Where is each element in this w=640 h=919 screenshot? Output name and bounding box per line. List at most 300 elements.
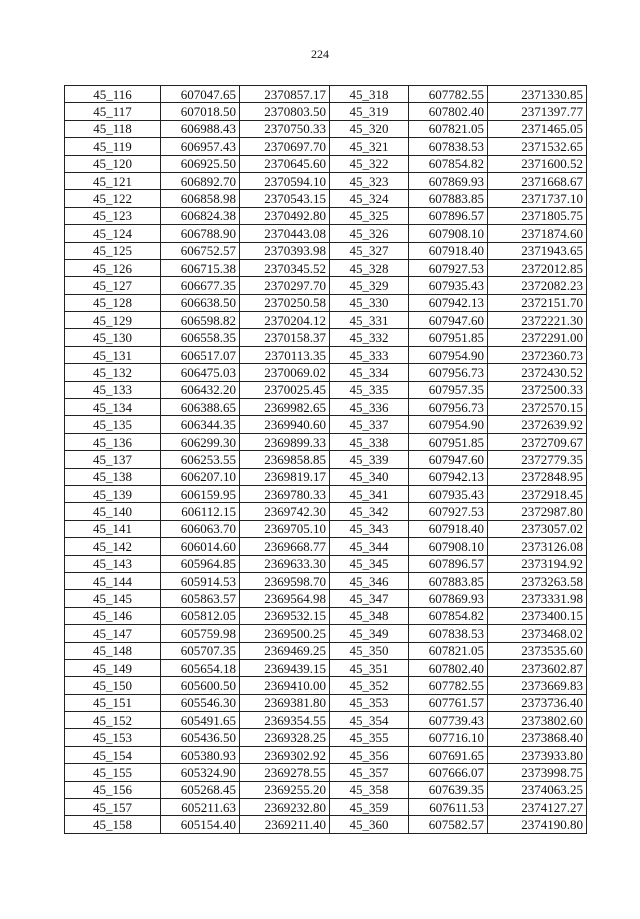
point-id-right-cell: 45_349: [330, 625, 409, 642]
y-coord-right-cell: 2371805.75: [488, 207, 587, 224]
point-id-right-cell: 45_338: [330, 433, 409, 450]
point-id-right-cell: 45_359: [330, 799, 409, 816]
x-coord-left-cell: 606638.50: [161, 294, 240, 311]
point-id-left-cell: 45_134: [65, 399, 161, 416]
point-id-left-cell: 45_145: [65, 590, 161, 607]
y-coord-right-cell: 2372151.70: [488, 294, 587, 311]
point-id-right-cell: 45_320: [330, 120, 409, 137]
x-coord-left-cell: 605964.85: [161, 555, 240, 572]
point-id-right-cell: 45_348: [330, 607, 409, 624]
y-coord-right-cell: 2372082.23: [488, 277, 587, 294]
x-coord-left-cell: 605546.30: [161, 694, 240, 711]
point-id-left-cell: 45_143: [65, 555, 161, 572]
point-id-left-cell: 45_139: [65, 485, 161, 502]
x-coord-left-cell: 606299.30: [161, 433, 240, 450]
coordinate-table: [64, 85, 587, 834]
x-coord-right-cell: 607927.53: [409, 259, 488, 276]
x-coord-right-cell: 607854.82: [409, 155, 488, 172]
x-coord-right-cell: 607896.57: [409, 555, 488, 572]
x-coord-right-cell: 607942.13: [409, 468, 488, 485]
x-coord-left-cell: 606598.82: [161, 312, 240, 329]
x-coord-left-cell: 606159.95: [161, 485, 240, 502]
x-coord-left-cell: 607047.65: [161, 86, 240, 103]
y-coord-left-cell: 2369564.98: [240, 590, 330, 607]
point-id-left-cell: 45_124: [65, 225, 161, 242]
y-coord-right-cell: 2372012.85: [488, 259, 587, 276]
y-coord-right-cell: 2373868.40: [488, 729, 587, 746]
x-coord-right-cell: 607838.53: [409, 138, 488, 155]
x-coord-left-cell: 606715.38: [161, 259, 240, 276]
table-row: [65, 503, 587, 520]
y-coord-left-cell: 2370594.10: [240, 172, 330, 189]
x-coord-left-cell: 605436.50: [161, 729, 240, 746]
x-coord-right-cell: 607883.85: [409, 190, 488, 207]
y-coord-left-cell: 2369232.80: [240, 799, 330, 816]
y-coord-right-cell: 2372779.35: [488, 451, 587, 468]
y-coord-right-cell: 2373998.75: [488, 764, 587, 781]
y-coord-right-cell: 2371668.67: [488, 172, 587, 189]
point-id-right-cell: 45_360: [330, 816, 409, 833]
y-coord-right-cell: 2374127.27: [488, 799, 587, 816]
x-coord-left-cell: 606677.35: [161, 277, 240, 294]
point-id-right-cell: 45_356: [330, 746, 409, 763]
x-coord-right-cell: 607947.60: [409, 451, 488, 468]
point-id-left-cell: 45_150: [65, 677, 161, 694]
y-coord-left-cell: 2370645.60: [240, 155, 330, 172]
point-id-left-cell: 45_123: [65, 207, 161, 224]
table-row: [65, 538, 587, 555]
y-coord-right-cell: 2372430.52: [488, 364, 587, 381]
x-coord-left-cell: 606858.98: [161, 190, 240, 207]
y-coord-left-cell: 2369532.15: [240, 607, 330, 624]
x-coord-left-cell: 605154.40: [161, 816, 240, 833]
y-coord-left-cell: 2370204.12: [240, 312, 330, 329]
x-coord-right-cell: 607691.65: [409, 746, 488, 763]
point-id-left-cell: 45_146: [65, 607, 161, 624]
y-coord-right-cell: 2371465.05: [488, 120, 587, 137]
y-coord-left-cell: 2369410.00: [240, 677, 330, 694]
y-coord-right-cell: 2374190.80: [488, 816, 587, 833]
page-number: 224: [311, 47, 329, 61]
point-id-left-cell: 45_122: [65, 190, 161, 207]
table-row: [65, 86, 587, 103]
y-coord-right-cell: 2373602.87: [488, 659, 587, 676]
y-coord-left-cell: 2370393.98: [240, 242, 330, 259]
point-id-right-cell: 45_329: [330, 277, 409, 294]
point-id-left-cell: 45_126: [65, 259, 161, 276]
point-id-left-cell: 45_119: [65, 138, 161, 155]
table-row: [65, 712, 587, 729]
y-coord-left-cell: 2369211.40: [240, 816, 330, 833]
point-id-right-cell: 45_342: [330, 503, 409, 520]
point-id-left-cell: 45_137: [65, 451, 161, 468]
x-coord-right-cell: 607956.73: [409, 399, 488, 416]
y-coord-left-cell: 2369328.25: [240, 729, 330, 746]
point-id-left-cell: 45_157: [65, 799, 161, 816]
x-coord-right-cell: 607716.10: [409, 729, 488, 746]
x-coord-right-cell: 607883.85: [409, 572, 488, 589]
y-coord-right-cell: 2373057.02: [488, 520, 587, 537]
y-coord-right-cell: 2371737.10: [488, 190, 587, 207]
y-coord-right-cell: 2371397.77: [488, 103, 587, 120]
point-id-right-cell: 45_355: [330, 729, 409, 746]
y-coord-left-cell: 2369899.33: [240, 433, 330, 450]
y-coord-right-cell: 2373736.40: [488, 694, 587, 711]
x-coord-right-cell: 607821.05: [409, 642, 488, 659]
point-id-left-cell: 45_128: [65, 294, 161, 311]
y-coord-left-cell: 2369940.60: [240, 416, 330, 433]
x-coord-right-cell: 607666.07: [409, 764, 488, 781]
point-id-left-cell: 45_147: [65, 625, 161, 642]
x-coord-left-cell: 606892.70: [161, 172, 240, 189]
y-coord-left-cell: 2370069.02: [240, 364, 330, 381]
x-coord-right-cell: 607838.53: [409, 625, 488, 642]
y-coord-right-cell: 2373802.60: [488, 712, 587, 729]
x-coord-right-cell: 607935.43: [409, 277, 488, 294]
x-coord-right-cell: 607942.13: [409, 294, 488, 311]
y-coord-left-cell: 2369633.30: [240, 555, 330, 572]
table-row: [65, 312, 587, 329]
table-row: [65, 607, 587, 624]
y-coord-right-cell: 2371600.52: [488, 155, 587, 172]
table-row: [65, 329, 587, 346]
table-row: [65, 764, 587, 781]
table-row: [65, 555, 587, 572]
x-coord-right-cell: 607739.43: [409, 712, 488, 729]
table-row: [65, 242, 587, 259]
table-row: [65, 381, 587, 398]
point-id-right-cell: 45_333: [330, 346, 409, 363]
x-coord-right-cell: 607918.40: [409, 242, 488, 259]
table-row: [65, 277, 587, 294]
y-coord-left-cell: 2370297.70: [240, 277, 330, 294]
y-coord-left-cell: 2370543.15: [240, 190, 330, 207]
y-coord-left-cell: 2370113.35: [240, 346, 330, 363]
x-coord-right-cell: 607951.85: [409, 433, 488, 450]
y-coord-right-cell: 2372360.73: [488, 346, 587, 363]
point-id-left-cell: 45_129: [65, 312, 161, 329]
x-coord-right-cell: 607896.57: [409, 207, 488, 224]
table-row: [65, 155, 587, 172]
x-coord-left-cell: 606752.57: [161, 242, 240, 259]
x-coord-right-cell: 607611.53: [409, 799, 488, 816]
point-id-left-cell: 45_148: [65, 642, 161, 659]
y-coord-right-cell: 2373263.58: [488, 572, 587, 589]
y-coord-left-cell: 2369858.85: [240, 451, 330, 468]
y-coord-right-cell: 2373126.08: [488, 538, 587, 555]
point-id-right-cell: 45_323: [330, 172, 409, 189]
point-id-left-cell: 45_156: [65, 781, 161, 798]
point-id-left-cell: 45_132: [65, 364, 161, 381]
table-row: [65, 120, 587, 137]
y-coord-right-cell: 2373331.98: [488, 590, 587, 607]
point-id-right-cell: 45_334: [330, 364, 409, 381]
table-row: [65, 138, 587, 155]
x-coord-left-cell: 606063.70: [161, 520, 240, 537]
table-row: [65, 259, 587, 276]
y-coord-left-cell: 2370345.52: [240, 259, 330, 276]
point-id-right-cell: 45_331: [330, 312, 409, 329]
x-coord-right-cell: 607918.40: [409, 520, 488, 537]
point-id-right-cell: 45_332: [330, 329, 409, 346]
point-id-right-cell: 45_340: [330, 468, 409, 485]
point-id-left-cell: 45_117: [65, 103, 161, 120]
point-id-left-cell: 45_125: [65, 242, 161, 259]
point-id-right-cell: 45_322: [330, 155, 409, 172]
table-row: [65, 781, 587, 798]
y-coord-left-cell: 2369469.25: [240, 642, 330, 659]
point-id-right-cell: 45_321: [330, 138, 409, 155]
x-coord-right-cell: 607954.90: [409, 416, 488, 433]
x-coord-right-cell: 607935.43: [409, 485, 488, 502]
point-id-left-cell: 45_153: [65, 729, 161, 746]
x-coord-right-cell: 607782.55: [409, 86, 488, 103]
x-coord-left-cell: 605491.65: [161, 712, 240, 729]
point-id-right-cell: 45_326: [330, 225, 409, 242]
y-coord-left-cell: 2370803.50: [240, 103, 330, 120]
x-coord-right-cell: 607854.82: [409, 607, 488, 624]
x-coord-right-cell: 607821.05: [409, 120, 488, 137]
point-id-left-cell: 45_144: [65, 572, 161, 589]
point-id-left-cell: 45_135: [65, 416, 161, 433]
y-coord-left-cell: 2369278.55: [240, 764, 330, 781]
y-coord-left-cell: 2370750.33: [240, 120, 330, 137]
point-id-right-cell: 45_350: [330, 642, 409, 659]
y-coord-left-cell: 2370158.37: [240, 329, 330, 346]
point-id-left-cell: 45_121: [65, 172, 161, 189]
table-row: [65, 520, 587, 537]
point-id-left-cell: 45_127: [65, 277, 161, 294]
point-id-left-cell: 45_149: [65, 659, 161, 676]
y-coord-left-cell: 2370492.80: [240, 207, 330, 224]
point-id-right-cell: 45_344: [330, 538, 409, 555]
table-row: [65, 190, 587, 207]
y-coord-left-cell: 2369255.20: [240, 781, 330, 798]
y-coord-right-cell: 2372918.45: [488, 485, 587, 502]
y-coord-left-cell: 2370025.45: [240, 381, 330, 398]
table-row: [65, 799, 587, 816]
table-row: [65, 399, 587, 416]
x-coord-left-cell: 606824.38: [161, 207, 240, 224]
y-coord-left-cell: 2369500.25: [240, 625, 330, 642]
y-coord-left-cell: 2369982.65: [240, 399, 330, 416]
x-coord-left-cell: 605600.50: [161, 677, 240, 694]
point-id-left-cell: 45_142: [65, 538, 161, 555]
point-id-left-cell: 45_152: [65, 712, 161, 729]
y-coord-right-cell: 2373468.02: [488, 625, 587, 642]
y-coord-right-cell: 2374063.25: [488, 781, 587, 798]
table-row: [65, 207, 587, 224]
point-id-right-cell: 45_325: [330, 207, 409, 224]
table-row: [65, 642, 587, 659]
x-coord-right-cell: 607761.57: [409, 694, 488, 711]
table-row: [65, 225, 587, 242]
y-coord-left-cell: 2370443.08: [240, 225, 330, 242]
x-coord-right-cell: 607908.10: [409, 225, 488, 242]
point-id-right-cell: 45_345: [330, 555, 409, 572]
table-row: [65, 590, 587, 607]
point-id-right-cell: 45_347: [330, 590, 409, 607]
point-id-left-cell: 45_120: [65, 155, 161, 172]
y-coord-right-cell: 2372709.67: [488, 433, 587, 450]
x-coord-left-cell: 605211.63: [161, 799, 240, 816]
point-id-right-cell: 45_352: [330, 677, 409, 694]
y-coord-right-cell: 2371943.65: [488, 242, 587, 259]
x-coord-right-cell: 607582.57: [409, 816, 488, 833]
table-row: [65, 659, 587, 676]
x-coord-left-cell: 606475.03: [161, 364, 240, 381]
point-id-left-cell: 45_136: [65, 433, 161, 450]
x-coord-right-cell: 607951.85: [409, 329, 488, 346]
point-id-right-cell: 45_343: [330, 520, 409, 537]
point-id-left-cell: 45_118: [65, 120, 161, 137]
x-coord-left-cell: 605324.90: [161, 764, 240, 781]
table-row: [65, 572, 587, 589]
x-coord-right-cell: 607802.40: [409, 103, 488, 120]
point-id-right-cell: 45_337: [330, 416, 409, 433]
point-id-left-cell: 45_130: [65, 329, 161, 346]
table-row: [65, 746, 587, 763]
point-id-right-cell: 45_351: [330, 659, 409, 676]
y-coord-left-cell: 2370250.58: [240, 294, 330, 311]
x-coord-left-cell: 606207.10: [161, 468, 240, 485]
point-id-right-cell: 45_353: [330, 694, 409, 711]
x-coord-left-cell: 605268.45: [161, 781, 240, 798]
point-id-right-cell: 45_330: [330, 294, 409, 311]
point-id-right-cell: 45_336: [330, 399, 409, 416]
y-coord-right-cell: 2372639.92: [488, 416, 587, 433]
table-row: [65, 451, 587, 468]
x-coord-right-cell: 607954.90: [409, 346, 488, 363]
y-coord-left-cell: 2369302.92: [240, 746, 330, 763]
point-id-left-cell: 45_138: [65, 468, 161, 485]
table-row: [65, 346, 587, 363]
table-row: [65, 416, 587, 433]
point-id-right-cell: 45_346: [330, 572, 409, 589]
table-row: [65, 433, 587, 450]
y-coord-right-cell: 2373535.60: [488, 642, 587, 659]
table-row: [65, 294, 587, 311]
point-id-left-cell: 45_158: [65, 816, 161, 833]
y-coord-left-cell: 2369354.55: [240, 712, 330, 729]
x-coord-right-cell: 607956.73: [409, 364, 488, 381]
y-coord-right-cell: 2372570.15: [488, 399, 587, 416]
y-coord-right-cell: 2372291.00: [488, 329, 587, 346]
table-row: [65, 103, 587, 120]
x-coord-left-cell: 606344.35: [161, 416, 240, 433]
y-coord-right-cell: 2372848.95: [488, 468, 587, 485]
x-coord-left-cell: 606432.20: [161, 381, 240, 398]
y-coord-left-cell: 2369780.33: [240, 485, 330, 502]
point-id-right-cell: 45_324: [330, 190, 409, 207]
x-coord-right-cell: 607639.35: [409, 781, 488, 798]
x-coord-right-cell: 607782.55: [409, 677, 488, 694]
table-row: [65, 694, 587, 711]
x-coord-right-cell: 607927.53: [409, 503, 488, 520]
x-coord-left-cell: 606014.60: [161, 538, 240, 555]
x-coord-left-cell: 606112.15: [161, 503, 240, 520]
table-row: [65, 485, 587, 502]
x-coord-left-cell: 605812.05: [161, 607, 240, 624]
point-id-left-cell: 45_133: [65, 381, 161, 398]
y-coord-left-cell: 2370697.70: [240, 138, 330, 155]
point-id-left-cell: 45_154: [65, 746, 161, 763]
point-id-right-cell: 45_341: [330, 485, 409, 502]
point-id-right-cell: 45_354: [330, 712, 409, 729]
y-coord-left-cell: 2369705.10: [240, 520, 330, 537]
x-coord-left-cell: 605914.53: [161, 572, 240, 589]
x-coord-right-cell: 607869.93: [409, 172, 488, 189]
y-coord-left-cell: 2369598.70: [240, 572, 330, 589]
x-coord-left-cell: 606517.07: [161, 346, 240, 363]
y-coord-right-cell: 2372987.80: [488, 503, 587, 520]
y-coord-right-cell: 2372500.33: [488, 381, 587, 398]
table-row: [65, 729, 587, 746]
y-coord-right-cell: 2373400.15: [488, 607, 587, 624]
x-coord-right-cell: 607802.40: [409, 659, 488, 676]
x-coord-left-cell: 606925.50: [161, 155, 240, 172]
y-coord-left-cell: 2369381.80: [240, 694, 330, 711]
point-id-right-cell: 45_339: [330, 451, 409, 468]
x-coord-left-cell: 605654.18: [161, 659, 240, 676]
y-coord-right-cell: 2371874.60: [488, 225, 587, 242]
table-row: [65, 364, 587, 381]
x-coord-left-cell: 606988.43: [161, 120, 240, 137]
x-coord-left-cell: 606253.55: [161, 451, 240, 468]
point-id-right-cell: 45_358: [330, 781, 409, 798]
point-id-left-cell: 45_151: [65, 694, 161, 711]
coordinate-table-body: [65, 86, 587, 834]
y-coord-right-cell: 2373194.92: [488, 555, 587, 572]
point-id-right-cell: 45_357: [330, 764, 409, 781]
x-coord-right-cell: 607869.93: [409, 590, 488, 607]
point-id-right-cell: 45_328: [330, 259, 409, 276]
x-coord-left-cell: 607018.50: [161, 103, 240, 120]
point-id-left-cell: 45_140: [65, 503, 161, 520]
x-coord-left-cell: 605380.93: [161, 746, 240, 763]
table-row: [65, 172, 587, 189]
y-coord-right-cell: 2373933.80: [488, 746, 587, 763]
y-coord-left-cell: 2369439.15: [240, 659, 330, 676]
point-id-right-cell: 45_327: [330, 242, 409, 259]
point-id-left-cell: 45_116: [65, 86, 161, 103]
point-id-left-cell: 45_141: [65, 520, 161, 537]
point-id-right-cell: 45_335: [330, 381, 409, 398]
x-coord-left-cell: 605863.57: [161, 590, 240, 607]
x-coord-right-cell: 607908.10: [409, 538, 488, 555]
y-coord-right-cell: 2371532.65: [488, 138, 587, 155]
y-coord-left-cell: 2369819.17: [240, 468, 330, 485]
y-coord-left-cell: 2369742.30: [240, 503, 330, 520]
y-coord-right-cell: 2373669.83: [488, 677, 587, 694]
y-coord-left-cell: 2369668.77: [240, 538, 330, 555]
point-id-left-cell: 45_131: [65, 346, 161, 363]
point-id-left-cell: 45_155: [65, 764, 161, 781]
x-coord-right-cell: 607947.60: [409, 312, 488, 329]
x-coord-left-cell: 605707.35: [161, 642, 240, 659]
point-id-right-cell: 45_318: [330, 86, 409, 103]
point-id-right-cell: 45_319: [330, 103, 409, 120]
y-coord-right-cell: 2372221.30: [488, 312, 587, 329]
table-row: [65, 625, 587, 642]
y-coord-left-cell: 2370857.17: [240, 86, 330, 103]
x-coord-left-cell: 606558.35: [161, 329, 240, 346]
table-row: [65, 468, 587, 485]
table-row: [65, 677, 587, 694]
table-row: [65, 816, 587, 833]
x-coord-left-cell: 606957.43: [161, 138, 240, 155]
x-coord-right-cell: 607957.35: [409, 381, 488, 398]
